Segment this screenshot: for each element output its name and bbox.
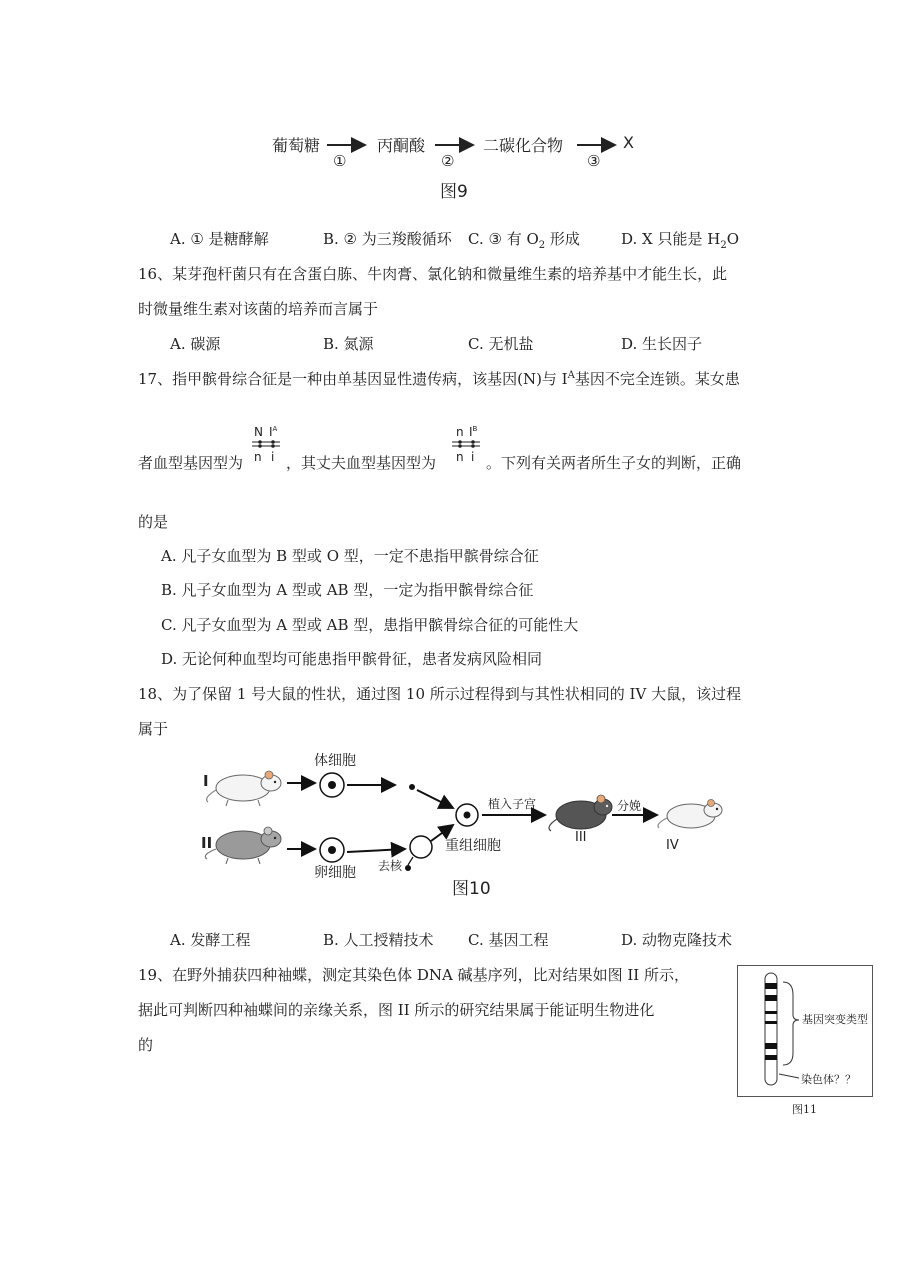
q16-stem-line2: 时微量维生素对该菌的培养而言属于 (138, 300, 379, 318)
q17-wife-top-left: N (254, 425, 263, 439)
fig9-node-glucose: 葡萄糖 (272, 136, 321, 155)
removed-nucleus (405, 865, 411, 871)
removed-nucleus-line (408, 857, 413, 865)
fig10-roman-iv: IV (666, 838, 679, 853)
mouse-ii-icon (205, 827, 281, 864)
q18-option-d[interactable]: D. 动物克隆技术 (621, 931, 733, 949)
recombinant-cell-nucleus (464, 812, 471, 819)
q17-husband-genotype (452, 425, 486, 465)
q15-option-a[interactable]: A. ① 是糖酵解 (170, 230, 269, 248)
fig10-arrow-nucleus-to-recombinant (417, 790, 453, 808)
q17-wife-top-right-letter: I (269, 425, 273, 439)
q15-option-d-prefix: D. X 只能是 H (621, 230, 721, 248)
q15-option-c-sub: 2 (538, 240, 546, 251)
q15-option-d-sub: 2 (720, 240, 727, 251)
chromosome-band-3 (765, 1011, 777, 1014)
q18-stem-line2: 属于 (138, 720, 169, 738)
q19-stem-line3: 的 (138, 1036, 154, 1054)
q17-stem-line1 (138, 368, 740, 389)
mouse-i-icon (207, 771, 281, 806)
chromosome-band-6 (765, 1055, 777, 1060)
fig10-caption: 图10 (452, 879, 491, 899)
fig10-roman-i: I (203, 772, 209, 790)
fig10-label-enucleate: 去核 (378, 859, 403, 873)
q15-option-d[interactable] (621, 228, 739, 251)
fig11-label-chromosome: 染色体？？ (801, 1073, 856, 1086)
fig9-node-two-carbon: 二碳化合物 (483, 136, 564, 155)
q17-husband-top-right (469, 425, 477, 439)
q17-stem-line2c: 。下列有关两者所生子女的判断，正确 (486, 454, 742, 472)
q17-husband-bottom-left: n (456, 450, 464, 464)
q17-line1-prefix: 17、指甲髌骨综合征是一种由单基因显性遗传病，该基因(N)与 I (138, 370, 568, 388)
fig10-label-implant: 植入子宫 (488, 797, 537, 811)
fig9-step-3: ③ (587, 152, 601, 170)
chromosome-band-2 (765, 995, 777, 1001)
q17-option-b[interactable]: B. 凡子女血型为 A 型或 AB 型，一定为指甲髌骨综合征 (161, 581, 534, 599)
q17-husband-top-left: n (456, 425, 464, 439)
mouse-iv-icon (658, 800, 722, 829)
egg-cell-nucleus (328, 846, 336, 854)
q18-option-c[interactable]: C. 基因工程 (468, 931, 549, 949)
fig9-step-1: ① (333, 152, 347, 170)
q17-option-c[interactable]: C. 凡子女血型为 A 型或 AB 型，患指甲髌骨综合征的可能性大 (161, 616, 579, 634)
q19-stem-line1: 19、在野外捕获四种袖蝶，测定其染色体 DNA 碱基序列，比对结果如图 II 所示， (138, 966, 689, 984)
q17-husband-top-sup: B (472, 425, 478, 433)
fig11-label-mutation: 基因突变类型 (802, 1013, 868, 1026)
q16-option-c[interactable]: C. 无机盐 (468, 335, 534, 353)
chromosome-band-4 (765, 1021, 777, 1024)
q15-option-c-suffix: 形成 (545, 230, 580, 248)
q17-stem-line2a: 者血型基因型为 (138, 454, 244, 472)
fig9-node-pyruvate: 丙酮酸 (377, 136, 426, 155)
q18-stem-line1: 18、为了保留 1 号大鼠的性状，通过图 10 所示过程得到与其性状相同的 IV 大鼠，该过程 (138, 685, 742, 703)
fig10-label-egg: 卵细胞 (314, 865, 356, 881)
q16-option-d[interactable]: D. 生长因子 (621, 335, 703, 353)
q18-option-b[interactable]: B. 人工授精技术 (323, 931, 434, 949)
q15-option-d-suffix: O (726, 230, 740, 248)
fig9-step-2: ② (441, 152, 455, 170)
fig10-label-delivery: 分娩 (617, 799, 642, 813)
q17-wife-top-sup: A (272, 425, 278, 433)
q17-wife-bottom-left: n (254, 450, 262, 464)
q17-stem-line2b: ，其丈夫血型基因型为 (286, 454, 437, 472)
q17-husband-bottom-right: i (471, 450, 475, 464)
q16-stem-line1: 16、某芽孢杆菌只有在含蛋白胨、牛肉膏、氯化钠和微量维生素的培养基中才能生长，此 (138, 265, 728, 283)
q17-option-a[interactable]: A. 凡子女血型为 B 型或 O 型，一定不患指甲髌骨综合征 (161, 547, 539, 565)
q17-wife-genotype (252, 425, 286, 465)
q15-option-c-prefix: C. ③ 有 O (468, 230, 539, 248)
fig10-roman-ii: II (201, 834, 213, 852)
chromosome-body (765, 973, 777, 1085)
q15-option-b[interactable]: B. ② 为三羧酸循环 (323, 230, 452, 248)
fig10-arrow-egg-to-enucleated (347, 849, 405, 852)
fig9-caption: 图9 (440, 182, 468, 202)
q17-husband-top-right-letter: I (469, 425, 473, 439)
fig10-label-recombinant: 重组细胞 (445, 838, 501, 854)
chromosome-band-1 (765, 983, 777, 989)
extracted-nucleus (409, 784, 415, 790)
q18-option-a[interactable]: A. 发酵工程 (170, 931, 251, 949)
mouse-iii-icon (549, 795, 612, 831)
q19-stem-line2: 据此可判断四种袖蝶间的亲缘关系，图 II 所示的研究结果属于能证明生物进化 (138, 1001, 655, 1019)
chromosome-band-5 (765, 1043, 777, 1049)
fig11-pointer-line (779, 1074, 799, 1078)
somatic-cell-nucleus (328, 781, 336, 789)
fig9-arrows (325, 135, 625, 155)
q17-option-d[interactable]: D. 无论何种血型均可能患指甲髌骨征，患者发病风险相同 (161, 650, 543, 668)
q17-wife-bottom-right: i (271, 450, 275, 464)
fig9-node-x: X (623, 133, 634, 152)
q17-stem-line3: 的是 (138, 513, 169, 531)
fig10-diagram (195, 745, 735, 895)
fig11-caption: 图11 (792, 1103, 817, 1116)
q16-option-b[interactable]: B. 氮源 (323, 335, 374, 353)
q17-wife-top-right (269, 425, 277, 439)
q17-line1-sup: A (567, 370, 575, 381)
fig10-label-somatic: 体细胞 (314, 753, 356, 769)
q16-option-a[interactable]: A. 碳源 (170, 335, 221, 353)
fig10-roman-iii: III (575, 830, 587, 845)
enucleated-egg (410, 836, 432, 858)
fig11-brace (783, 982, 799, 1065)
q15-option-c[interactable] (468, 228, 580, 251)
q17-line1-suffix: 基因不完全连锁。某女患 (574, 370, 740, 388)
